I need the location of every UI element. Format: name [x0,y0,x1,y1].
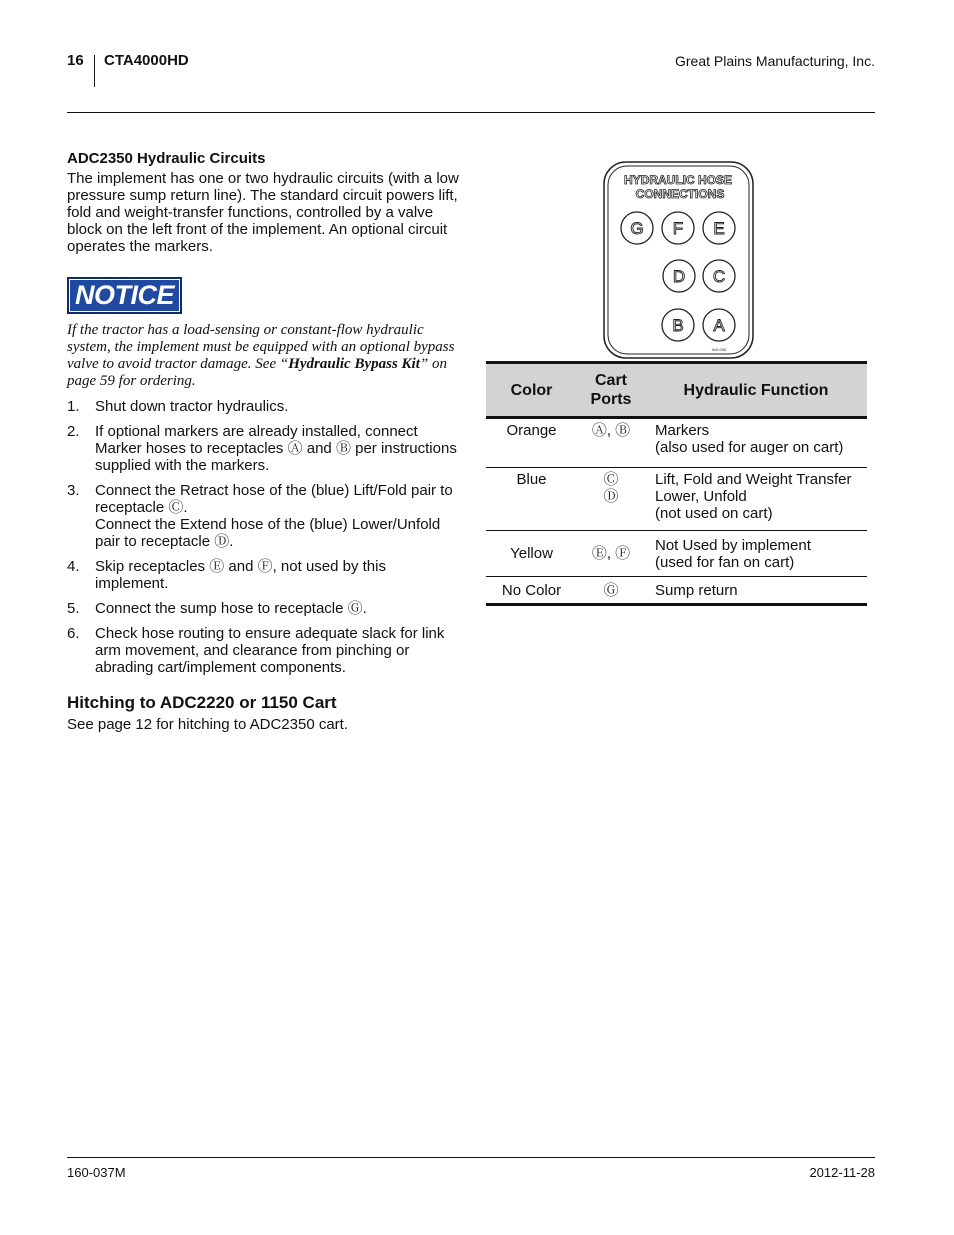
step-text: Connect the sump hose to receptacle Ⓖ. [95,600,367,617]
step-number: 1. [67,398,80,415]
cell-ports: Ⓔ, Ⓕ [577,531,645,577]
cell-color: No Color [486,577,577,605]
function-line1: Not Used by implement [655,536,811,554]
cell-function [645,531,867,577]
table-header-row [486,363,867,418]
port-label: D [672,267,686,286]
document-number: 160-037M [67,1165,126,1180]
function-line1: Lift, Fold and Weight Transfer [655,471,852,488]
function-line1: Markers [655,422,710,439]
list-item [67,398,459,415]
port-label: A [713,316,725,335]
table-row [486,577,867,605]
list-item [67,482,459,550]
cell-ports [577,468,645,531]
step-text: Shut down tractor hydraulics. [95,398,289,415]
column-header-ports-line2: Ports [590,391,632,408]
step-text: Connect the Retract hose of the (blue) Lift/Fold pair to receptacle Ⓒ. [95,482,453,516]
port-a [703,309,735,341]
step-text: If optional markers are already installed, connect Marker hoses to receptacles Ⓐ and Ⓑ per instructions supplied with the markers. [95,423,457,474]
footer-rule [67,1157,875,1158]
function-line3: (not used on cart) [655,505,773,522]
port-label: G [630,219,644,238]
notice-text-pre: If the tractor has a load-sensing or constant-flow hydraulic system, the implement must be equipped with an optional bypass valve to avoid tractor damage. See “ [67,322,455,372]
notice-text [67,322,459,390]
port-d [663,260,695,292]
list-item [67,558,459,592]
table-row [486,418,867,468]
cell-function [645,468,867,531]
panel-part-number: 0x0-000 [711,347,727,352]
function-line2: (also used for auger on cart) [655,439,844,456]
step-number: 4. [67,558,80,575]
company-name: Great Plains Manufacturing, Inc. [675,53,875,69]
port-label: C [712,267,726,286]
function-line2: Lower, Unfold [655,488,747,505]
cell-ports: Ⓖ [577,577,645,605]
section-subheading: ADC2350 Hydraulic Circuits [67,150,266,167]
header-divider [94,55,95,87]
hydraulic-connections-panel [601,160,756,360]
panel-title-line2: CONNECTIONS [635,187,725,201]
step-number: 3. [67,482,80,499]
table-row [486,531,867,577]
intro-paragraph: The implement has one or two hydraulic circuits (with a low pressure sump return line). The standard circuit powers lift, fold and weight-transfer functions, controlled by a valve block on the left front of the implement. An optional circuit operates the markers. [67,170,459,255]
step-number: 2. [67,423,80,440]
notice-badge [67,277,182,314]
port-b [662,309,694,341]
step-text-continued: Connect the Extend hose of the (blue) Lower/Unfold pair to receptacle Ⓓ. [95,516,441,550]
list-item [67,423,459,474]
page-number: 16 [67,52,84,69]
hydraulic-function-table [486,361,867,606]
cell-color: Orange [486,418,577,468]
step-number: 6. [67,625,80,642]
table-row [486,468,867,531]
column-header-color: Color [486,363,577,418]
section-heading: Hitching to ADC2220 or 1150 Cart [67,693,337,712]
function-line2: (used for fan on cart) [655,553,795,571]
port-e [703,212,735,244]
panel-title-line1: HYDRAULIC HOSE [623,173,733,187]
list-item [67,625,459,676]
list-item [67,600,459,617]
ports-line1: Ⓒ [603,471,619,488]
notice-link-text: Hydraulic Bypass Kit [288,356,420,372]
steps-list [67,398,459,676]
column-header-function: Hydraulic Function [645,363,867,418]
column-header-ports [577,363,645,418]
port-label: B [672,316,684,335]
cell-function: Sump return [645,577,867,605]
port-label: E [713,219,725,238]
cell-ports: Ⓐ, Ⓑ [577,418,645,468]
cell-color: Yellow [486,531,577,577]
port-label: F [672,219,684,238]
step-number: 5. [67,600,80,617]
cell-function [645,418,867,468]
left-column [67,150,459,733]
column-header-ports-line1: Cart [594,372,627,389]
cell-color: Blue [486,468,577,531]
notice-text-post: ” on page 59 for ordering. [67,356,447,389]
ports-line2: Ⓓ [603,488,619,505]
notice-label: NOTICE [70,280,179,311]
hitch-paragraph: See page 12 for hitching to ADC2350 cart. [67,716,349,733]
step-text: Check hose routing to ensure adequate slack for link arm movement, and clearance from pinching or abrading cart/implement components. [95,625,445,676]
port-g [621,212,653,244]
port-f [662,212,694,244]
header-rule [67,112,875,113]
step-text: Skip receptacles Ⓔ and Ⓕ, not used by this implement. [95,558,386,592]
port-c [703,260,735,292]
publication-date: 2012-11-28 [809,1165,875,1180]
document-title: CTA4000HD [104,52,189,69]
